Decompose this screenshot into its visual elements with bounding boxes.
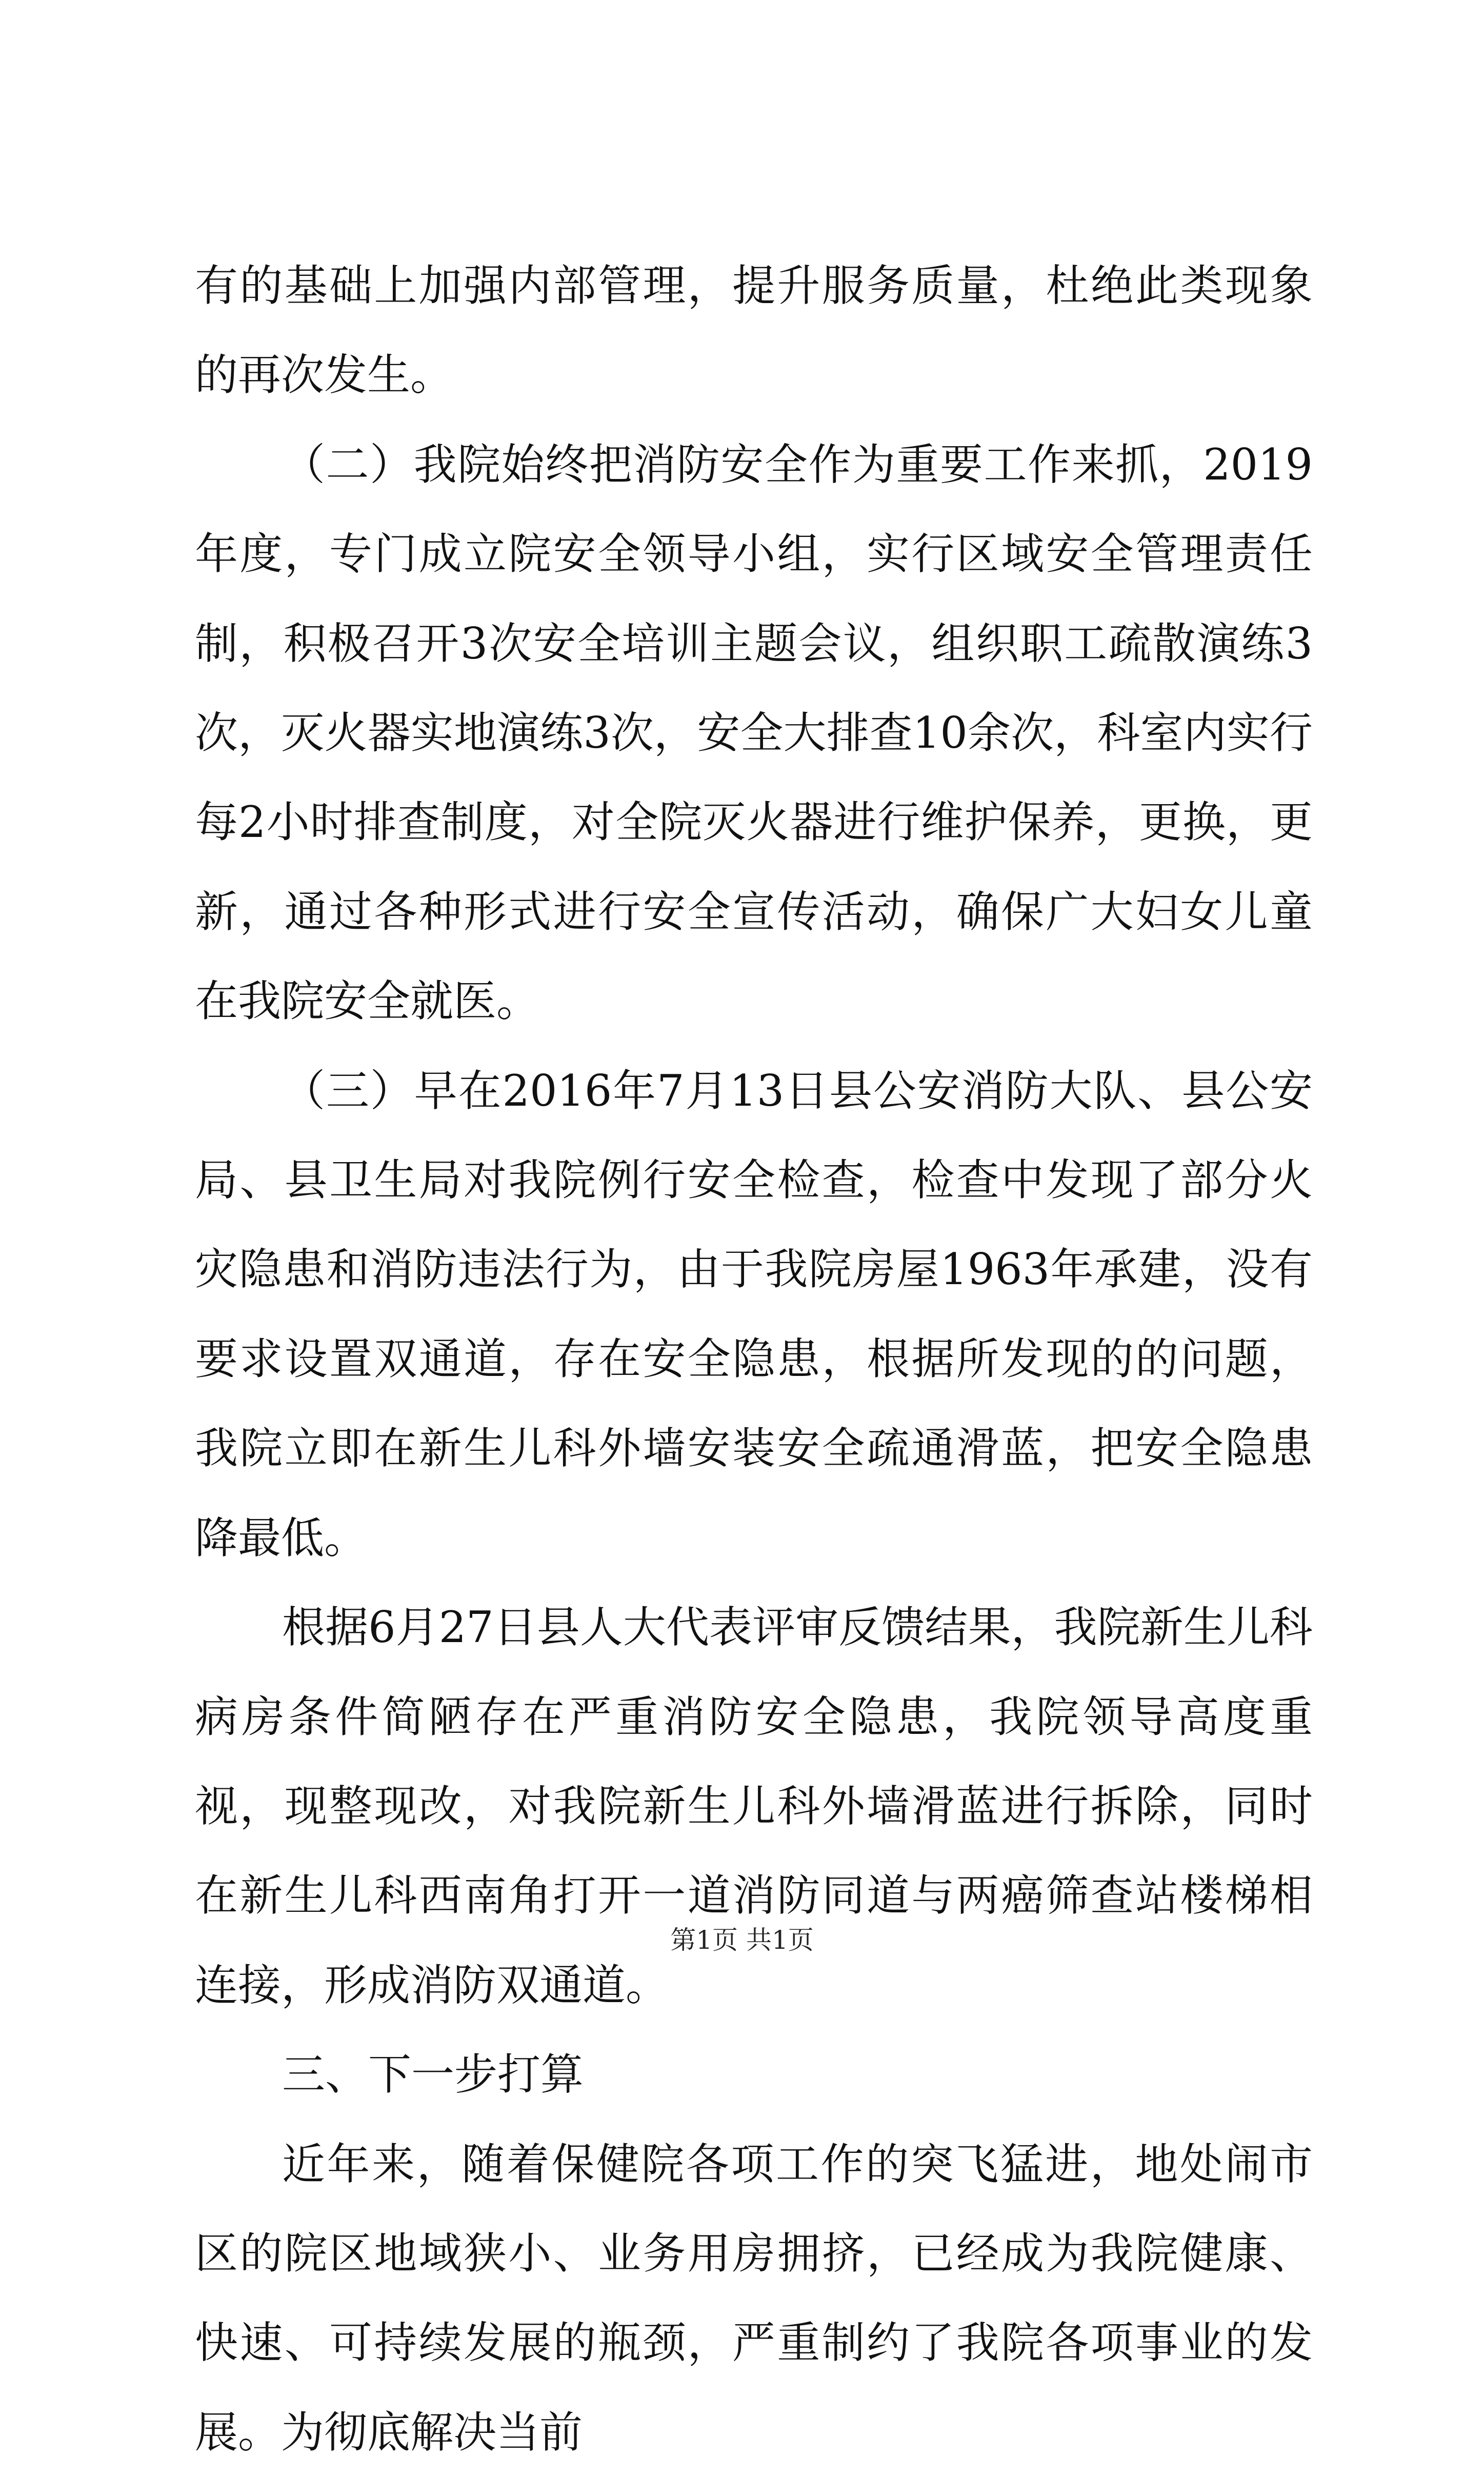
paragraph-rectification: 根据6月27日县人大代表评审反馈结果，我院新生儿科病房条件简陋存在严重消防安全隐患，我院领导高度重视，现整现改，对我院新生儿科外墙滑蓝进行拆除，同时在新生儿科西南角打开一道消防同道与两癌筛查站楼梯相连接，形成消防双通道。 bbox=[195, 1602, 1313, 2010]
page-footer: 第1页 共1页 bbox=[670, 1925, 814, 1955]
section-heading-next-steps: 三、下一步打算 bbox=[282, 2049, 584, 2100]
paragraph-development: 近年来，随着保健院各项工作的突飞猛进，地处闹市区的院区地域狭小、业务用房拥挤，已经成为我院健康、快速、可持续发展的瓶颈，严重制约了我院各项事业的发展。为彻底解决当前 bbox=[195, 2139, 1313, 2458]
paragraph-continuation: 有的基础上加强内部管理，提升服务质量，杜绝此类现象的再次发生。 bbox=[195, 261, 1313, 401]
paragraph-inspection: （三）早在2016年7月13日县公安消防大队、县公安局、县卫生局对我院例行安全检查，检查中发现了部分火灾隐患和消防违法行为，由于我院房屋1963年承建，没有要求设置双通道，存在安全隐患，根据所发现的的问题，我院立即在新生儿科外墙安装安全疏通滑蓝，把安全隐患降最低。 bbox=[195, 1065, 1313, 1563]
document-body bbox=[195, 241, 1313, 2477]
paragraph-fire-safety: （二）我院始终把消防安全作为重要工作来抓，2019年度，专门成立院安全领导小组，实行区域安全管理责任制，积极召开3次安全培训主题会议，组织职工疏散演练3次，灭火器实地演练3次，安全大排查10余次，科室内实行每2小时排查制度，对全院灭火器进行维护保养，更换，更新，通过各种形式进行安全宣传活动，确保广大妇女儿童在我院安全就医。 bbox=[195, 439, 1313, 1027]
